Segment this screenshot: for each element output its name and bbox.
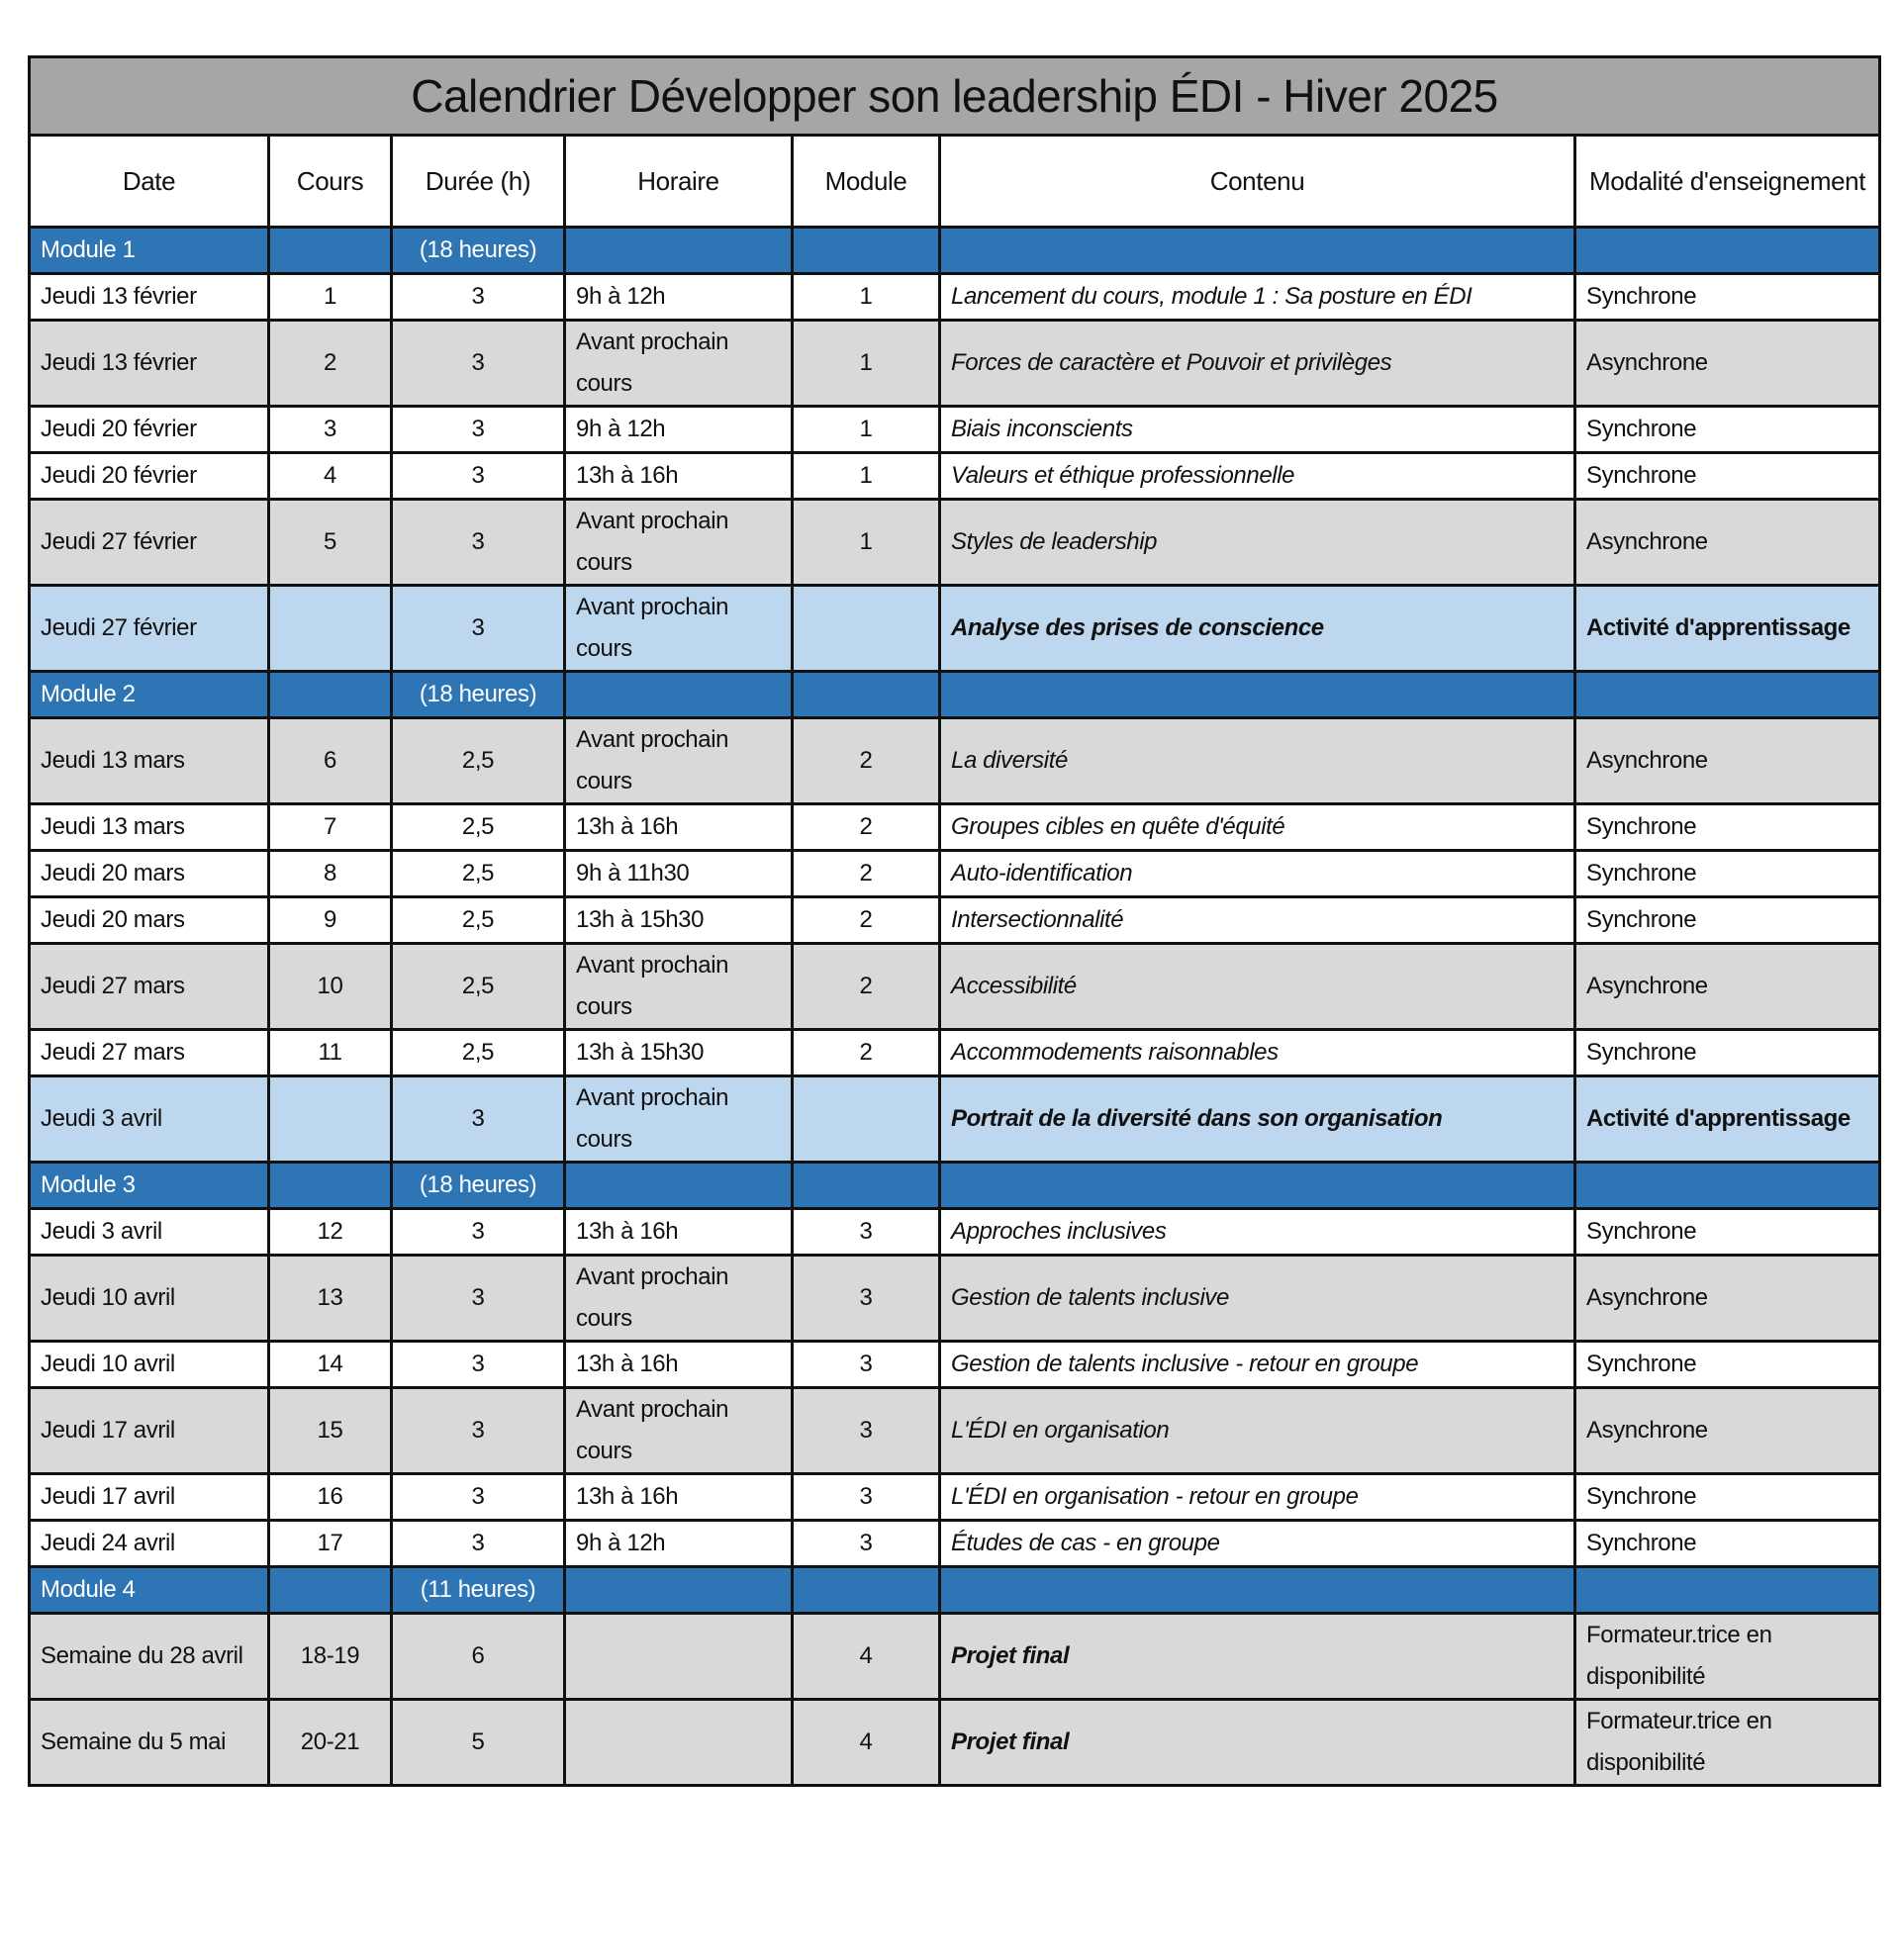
- modalite-cell: Synchrone: [1575, 851, 1880, 897]
- horaire-cell: 13h à 16h: [565, 1342, 793, 1388]
- module-hours: (18 heures): [392, 672, 565, 718]
- title-row: [30, 57, 1880, 136]
- cours-cell: 20-21: [269, 1700, 392, 1786]
- module-label: Module 1: [30, 228, 269, 274]
- module-header-row: [30, 672, 1880, 718]
- modalite-cell: Asynchrone: [1575, 718, 1880, 804]
- table-row: [30, 944, 1880, 1030]
- module-cell: 2: [793, 851, 940, 897]
- modalite-cell: Asynchrone: [1575, 1256, 1880, 1342]
- cours-cell: [269, 1076, 392, 1163]
- horaire-cell: Avant prochain cours: [565, 321, 793, 407]
- cours-cell: 9: [269, 897, 392, 944]
- table-row: [30, 500, 1880, 586]
- modalite-cell: Formateur.trice en disponibilité: [1575, 1614, 1880, 1700]
- cours-cell: 13: [269, 1256, 392, 1342]
- date-cell: Jeudi 27 février: [30, 586, 269, 672]
- date-cell: Jeudi 13 mars: [30, 804, 269, 851]
- table-row: [30, 1474, 1880, 1521]
- module-empty-cell: [1575, 1163, 1880, 1209]
- modalite-cell: Activité d'apprentissage: [1575, 1076, 1880, 1163]
- horaire-cell: 9h à 12h: [565, 274, 793, 321]
- date-cell: Jeudi 3 avril: [30, 1209, 269, 1256]
- module-cours-cell: [269, 672, 392, 718]
- cours-cell: 10: [269, 944, 392, 1030]
- contenu-cell: Accessibilité: [940, 944, 1575, 1030]
- module-empty-cell: [940, 228, 1575, 274]
- module-hours: (11 heures): [392, 1567, 565, 1614]
- date-cell: Jeudi 13 mars: [30, 718, 269, 804]
- module-cell: 2: [793, 897, 940, 944]
- date-cell: Jeudi 3 avril: [30, 1076, 269, 1163]
- horaire-cell: 13h à 16h: [565, 453, 793, 500]
- table-row: [30, 851, 1880, 897]
- duree-cell: 2,5: [392, 851, 565, 897]
- contenu-cell: Lancement du cours, module 1 : Sa posture en ÉDI: [940, 274, 1575, 321]
- module-cell: 2: [793, 718, 940, 804]
- activity-row: [30, 586, 1880, 672]
- cours-cell: [269, 586, 392, 672]
- cours-cell: 1: [269, 274, 392, 321]
- duree-cell: 2,5: [392, 804, 565, 851]
- module-header-row: [30, 228, 1880, 274]
- table-row: [30, 1030, 1880, 1076]
- modalite-cell: Formateur.trice en disponibilité: [1575, 1700, 1880, 1786]
- module-cell: 4: [793, 1700, 940, 1786]
- module-label: Module 4: [30, 1567, 269, 1614]
- contenu-cell: Intersectionnalité: [940, 897, 1575, 944]
- table-row: [30, 897, 1880, 944]
- module-hours: (18 heures): [392, 1163, 565, 1209]
- table-row: [30, 453, 1880, 500]
- module-cell: 2: [793, 1030, 940, 1076]
- module-cell: 1: [793, 321, 940, 407]
- date-cell: Jeudi 20 mars: [30, 897, 269, 944]
- cours-cell: 6: [269, 718, 392, 804]
- table-row: [30, 1256, 1880, 1342]
- module-empty-cell: [565, 1567, 793, 1614]
- contenu-cell: Gestion de talents inclusive - retour en groupe: [940, 1342, 1575, 1388]
- duree-cell: 3: [392, 1256, 565, 1342]
- duree-cell: 2,5: [392, 897, 565, 944]
- cours-cell: 15: [269, 1388, 392, 1474]
- duree-cell: 3: [392, 500, 565, 586]
- module-empty-cell: [1575, 228, 1880, 274]
- modalite-cell: Synchrone: [1575, 1474, 1880, 1521]
- date-cell: Semaine du 28 avril: [30, 1614, 269, 1700]
- table-row: [30, 1700, 1880, 1786]
- contenu-cell: Forces de caractère et Pouvoir et privilèges: [940, 321, 1575, 407]
- modalite-cell: Synchrone: [1575, 1209, 1880, 1256]
- date-cell: Jeudi 17 avril: [30, 1474, 269, 1521]
- cours-cell: 7: [269, 804, 392, 851]
- horaire-cell: Avant prochain cours: [565, 944, 793, 1030]
- cours-cell: 17: [269, 1521, 392, 1567]
- duree-cell: 3: [392, 1076, 565, 1163]
- table-row: [30, 718, 1880, 804]
- horaire-cell: 13h à 15h30: [565, 897, 793, 944]
- modalite-cell: Synchrone: [1575, 453, 1880, 500]
- contenu-cell: Approches inclusives: [940, 1209, 1575, 1256]
- module-label: Module 2: [30, 672, 269, 718]
- module-cell: 1: [793, 274, 940, 321]
- table-row: [30, 407, 1880, 453]
- module-empty-cell: [940, 1163, 1575, 1209]
- module-cell: 1: [793, 407, 940, 453]
- horaire-cell: 9h à 12h: [565, 407, 793, 453]
- contenu-cell: Projet final: [940, 1614, 1575, 1700]
- modalite-cell: Synchrone: [1575, 1342, 1880, 1388]
- module-cell: 3: [793, 1474, 940, 1521]
- cours-cell: 18-19: [269, 1614, 392, 1700]
- module-empty-cell: [793, 672, 940, 718]
- module-header-row: [30, 1567, 1880, 1614]
- horaire-cell: 13h à 16h: [565, 804, 793, 851]
- contenu-cell: Valeurs et éthique professionnelle: [940, 453, 1575, 500]
- duree-cell: 3: [392, 407, 565, 453]
- date-cell: Jeudi 13 février: [30, 274, 269, 321]
- cours-cell: 12: [269, 1209, 392, 1256]
- header-horaire: Horaire: [565, 136, 793, 228]
- module-empty-cell: [940, 1567, 1575, 1614]
- module-hours: (18 heures): [392, 228, 565, 274]
- horaire-cell: Avant prochain cours: [565, 586, 793, 672]
- header-contenu: Contenu: [940, 136, 1575, 228]
- activity-row: [30, 1076, 1880, 1163]
- date-cell: Jeudi 24 avril: [30, 1521, 269, 1567]
- table-row: [30, 1209, 1880, 1256]
- horaire-cell: Avant prochain cours: [565, 718, 793, 804]
- module-cell: 2: [793, 804, 940, 851]
- modalite-cell: Synchrone: [1575, 407, 1880, 453]
- duree-cell: 3: [392, 1474, 565, 1521]
- module-empty-cell: [793, 1567, 940, 1614]
- module-cell: 3: [793, 1209, 940, 1256]
- cours-cell: 2: [269, 321, 392, 407]
- contenu-cell: Analyse des prises de conscience: [940, 586, 1575, 672]
- horaire-cell: 9h à 11h30: [565, 851, 793, 897]
- modalite-cell: Activité d'apprentissage: [1575, 586, 1880, 672]
- duree-cell: 3: [392, 1209, 565, 1256]
- module-label: Module 3: [30, 1163, 269, 1209]
- date-cell: Jeudi 27 février: [30, 500, 269, 586]
- date-cell: Jeudi 17 avril: [30, 1388, 269, 1474]
- module-empty-cell: [565, 228, 793, 274]
- date-cell: Jeudi 10 avril: [30, 1256, 269, 1342]
- horaire-cell: Avant prochain cours: [565, 1388, 793, 1474]
- horaire-cell: 13h à 15h30: [565, 1030, 793, 1076]
- module-cours-cell: [269, 1567, 392, 1614]
- contenu-cell: L'ÉDI en organisation - retour en groupe: [940, 1474, 1575, 1521]
- duree-cell: 3: [392, 321, 565, 407]
- horaire-cell: [565, 1614, 793, 1700]
- header-date: Date: [30, 136, 269, 228]
- date-cell: Semaine du 5 mai: [30, 1700, 269, 1786]
- contenu-cell: Auto-identification: [940, 851, 1575, 897]
- modalite-cell: Asynchrone: [1575, 1388, 1880, 1474]
- modalite-cell: Asynchrone: [1575, 500, 1880, 586]
- horaire-cell: Avant prochain cours: [565, 500, 793, 586]
- modalite-cell: Asynchrone: [1575, 321, 1880, 407]
- duree-cell: 3: [392, 1521, 565, 1567]
- module-empty-cell: [793, 228, 940, 274]
- date-cell: Jeudi 27 mars: [30, 944, 269, 1030]
- table-row: [30, 321, 1880, 407]
- module-cell: [793, 1076, 940, 1163]
- date-cell: Jeudi 13 février: [30, 321, 269, 407]
- schedule-table: [28, 55, 1881, 1787]
- module-empty-cell: [1575, 672, 1880, 718]
- duree-cell: 3: [392, 586, 565, 672]
- table-row: [30, 1614, 1880, 1700]
- duree-cell: 3: [392, 453, 565, 500]
- contenu-cell: Accommodements raisonnables: [940, 1030, 1575, 1076]
- date-cell: Jeudi 20 février: [30, 407, 269, 453]
- contenu-cell: Groupes cibles en quête d'équité: [940, 804, 1575, 851]
- modalite-cell: Synchrone: [1575, 274, 1880, 321]
- contenu-cell: Projet final: [940, 1700, 1575, 1786]
- table-title: Calendrier Développer son leadership ÉDI - Hiver 2025: [30, 57, 1880, 136]
- duree-cell: 3: [392, 1342, 565, 1388]
- contenu-cell: La diversité: [940, 718, 1575, 804]
- module-cell: 1: [793, 500, 940, 586]
- table-row: [30, 1342, 1880, 1388]
- horaire-cell: Avant prochain cours: [565, 1256, 793, 1342]
- cours-cell: 3: [269, 407, 392, 453]
- duree-cell: 3: [392, 1388, 565, 1474]
- duree-cell: 5: [392, 1700, 565, 1786]
- module-cell: 4: [793, 1614, 940, 1700]
- duree-cell: 2,5: [392, 1030, 565, 1076]
- duree-cell: 2,5: [392, 718, 565, 804]
- cours-cell: 8: [269, 851, 392, 897]
- horaire-cell: Avant prochain cours: [565, 1076, 793, 1163]
- cours-cell: 4: [269, 453, 392, 500]
- module-empty-cell: [565, 672, 793, 718]
- modalite-cell: Synchrone: [1575, 897, 1880, 944]
- horaire-cell: [565, 1700, 793, 1786]
- header-duree: Durée (h): [392, 136, 565, 228]
- table-row: [30, 1388, 1880, 1474]
- contenu-cell: Gestion de talents inclusive: [940, 1256, 1575, 1342]
- modalite-cell: Synchrone: [1575, 804, 1880, 851]
- modalite-cell: Synchrone: [1575, 1030, 1880, 1076]
- date-cell: Jeudi 20 mars: [30, 851, 269, 897]
- contenu-cell: Biais inconscients: [940, 407, 1575, 453]
- module-cell: 3: [793, 1256, 940, 1342]
- contenu-cell: L'ÉDI en organisation: [940, 1388, 1575, 1474]
- module-empty-cell: [940, 672, 1575, 718]
- cours-cell: 14: [269, 1342, 392, 1388]
- horaire-cell: 13h à 16h: [565, 1474, 793, 1521]
- contenu-cell: Études de cas - en groupe: [940, 1521, 1575, 1567]
- cours-cell: 11: [269, 1030, 392, 1076]
- modalite-cell: Asynchrone: [1575, 944, 1880, 1030]
- contenu-cell: Styles de leadership: [940, 500, 1575, 586]
- duree-cell: 3: [392, 274, 565, 321]
- header-cours: Cours: [269, 136, 392, 228]
- duree-cell: 2,5: [392, 944, 565, 1030]
- horaire-cell: 13h à 16h: [565, 1209, 793, 1256]
- header-row: [30, 136, 1880, 228]
- module-cell: 3: [793, 1342, 940, 1388]
- date-cell: Jeudi 20 février: [30, 453, 269, 500]
- module-cours-cell: [269, 228, 392, 274]
- module-cell: 3: [793, 1388, 940, 1474]
- horaire-cell: 9h à 12h: [565, 1521, 793, 1567]
- module-cours-cell: [269, 1163, 392, 1209]
- cours-cell: 5: [269, 500, 392, 586]
- header-modalite: Modalité d'enseignement: [1575, 136, 1880, 228]
- module-cell: 2: [793, 944, 940, 1030]
- contenu-cell: Portrait de la diversité dans son organisation: [940, 1076, 1575, 1163]
- module-cell: 3: [793, 1521, 940, 1567]
- module-cell: 1: [793, 453, 940, 500]
- table-row: [30, 1521, 1880, 1567]
- table-row: [30, 274, 1880, 321]
- module-empty-cell: [1575, 1567, 1880, 1614]
- module-empty-cell: [793, 1163, 940, 1209]
- table-row: [30, 804, 1880, 851]
- duree-cell: 6: [392, 1614, 565, 1700]
- header-module: Module: [793, 136, 940, 228]
- modalite-cell: Synchrone: [1575, 1521, 1880, 1567]
- module-cell: [793, 586, 940, 672]
- cours-cell: 16: [269, 1474, 392, 1521]
- module-empty-cell: [565, 1163, 793, 1209]
- date-cell: Jeudi 27 mars: [30, 1030, 269, 1076]
- module-header-row: [30, 1163, 1880, 1209]
- date-cell: Jeudi 10 avril: [30, 1342, 269, 1388]
